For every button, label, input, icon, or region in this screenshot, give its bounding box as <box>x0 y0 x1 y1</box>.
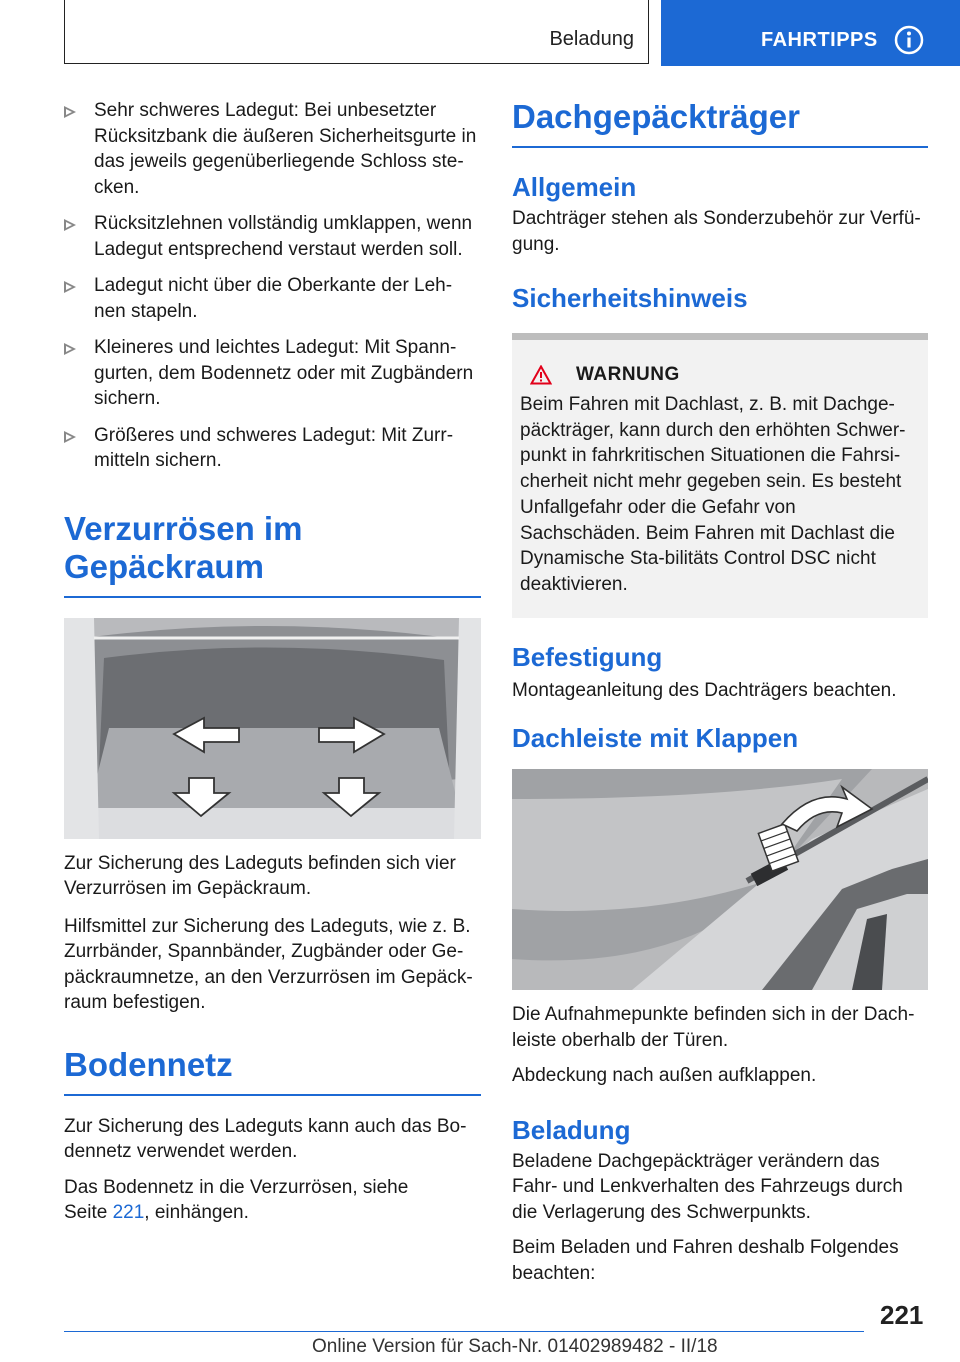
triangle-bullet-icon <box>64 431 76 443</box>
right-column <box>512 98 928 1286</box>
roof-strip-paragraph-1: Die Aufnahmepunkte befinden sich in der Dach‐leiste oberhalb der Türen. <box>512 1004 915 1051</box>
list-item-text: Kleineres und leichtes Ladegut: Mit Spann‐gurten, dem Bodennetz oder mit Zugbändern sichern. <box>94 337 474 409</box>
header-tab-fahrtipps[interactable] <box>661 0 960 66</box>
left-column <box>64 98 481 1226</box>
heading-roof-rack: Dachgepäckträger <box>512 98 928 148</box>
list-item <box>64 423 481 474</box>
info-circle-icon[interactable] <box>893 24 925 56</box>
triangle-bullet-icon <box>64 281 76 293</box>
warning-triangle-icon <box>530 365 552 385</box>
warning-title: WARNUNG <box>576 364 680 385</box>
header-section-title: Beladung <box>549 28 634 50</box>
footer-online-version: Online Version für Sach-Nr. 01402989482 - II/18 <box>312 1336 718 1357</box>
mounting-paragraph: Montageanleitung des Dachträgers beachten. <box>512 679 897 701</box>
heading-roof-strip: Dachleiste mit Klappen <box>512 723 799 754</box>
warning-box <box>512 333 928 618</box>
list-item <box>64 211 481 262</box>
loading-paragraph-2: Beim Beladen und Fahren deshalb Folgendes beachten: <box>512 1237 899 1284</box>
floornet-paragraph-1: Zur Sicherung des Ladeguts kann auch das Bo‐dennetz verwendet werden. <box>64 1115 467 1162</box>
list-item-text: Rücksitzlehnen vollständig umklappen, wenn Ladegut entsprechend verstaut werden soll. <box>94 213 473 260</box>
list-item <box>64 335 481 412</box>
heading-tiedown: Verzurrösen im Gepäckraum <box>64 510 481 598</box>
triangle-bullet-icon <box>64 219 76 231</box>
floornet-paragraph-2: Das Bodennetz in die Verzurrösen, siehe Seite 221, einhängen. <box>64 1176 409 1223</box>
heading-floornet: Bodennetz <box>64 1046 481 1096</box>
roof-strip-illustration <box>512 769 928 990</box>
list-item-text: Sehr schweres Ladegut: Bei unbesetzter Rücksitzbank die äußeren Sicherheitsgurte in das jeweils gegenüberliegende Schloss ste‐cken. <box>94 100 477 198</box>
triangle-bullet-icon <box>64 106 76 118</box>
list-item <box>64 273 481 324</box>
header-tab-label: FAHRTIPPS <box>761 29 878 51</box>
loading-paragraph-1: Beladene Dachgepäckträger verändern das Fahr- und Lenkverhalten des Fahrzeugs durch die Verlagerung des Schwerpunkts. <box>512 1150 903 1223</box>
list-item-text: Ladegut nicht über die Oberkante der Leh‐nen stapeln. <box>94 275 453 322</box>
tiedown-paragraph-1: Zur Sicherung des Ladeguts befinden sich vier Verzurrösen im Gepäckraum. <box>64 852 456 899</box>
triangle-bullet-icon <box>64 343 76 355</box>
heading-safety: Sicherheitshinweis <box>512 283 748 313</box>
heading-loading: Beladung <box>512 1114 631 1145</box>
warning-text: Beim Fahren mit Dachlast, z. B. mit Dachge‐päckträger, kann durch den erhöhten Schwer‐punkt in fahrkritischen Situationen die Fahrsi‐cherheit nicht mehr gegeben sein. Es besteht Unfallgefahr oder die Gefahr von Sachschäden. Beim Fahren mit Dachlast die Dynamische Sta‐bilitäts Control DSC nicht deaktivieren. <box>520 394 906 595</box>
warning-header <box>520 364 920 386</box>
page-number: 221 <box>880 1300 924 1330</box>
heading-general: Allgemein <box>512 172 637 202</box>
heading-mounting: Befestigung <box>512 641 663 672</box>
page-reference-link[interactable]: 221 <box>112 1202 145 1223</box>
tiedown-paragraph-2: Hilfsmittel zur Sicherung des Ladeguts, wie z. B. Zurrbänder, Spannbänder, Zugbänder oder Ge‐päckraumnetze, an den Verzurrösen im Gepäck‐raum befestigen. <box>64 915 473 1013</box>
list-item <box>64 98 481 200</box>
general-paragraph: Dachträger stehen als Sonderzubehör zur Verfü‐gung. <box>512 208 921 255</box>
trunk-tiedown-illustration <box>64 618 481 839</box>
footer-divider <box>64 1331 864 1332</box>
roof-strip-paragraph-2: Abdeckung nach außen aufklappen. <box>512 1065 817 1087</box>
header-section-box <box>64 0 649 64</box>
loading-tips-list <box>64 98 481 474</box>
list-item-text: Größeres und schweres Ladegut: Mit Zurr‐mitteln sichern. <box>94 424 454 471</box>
